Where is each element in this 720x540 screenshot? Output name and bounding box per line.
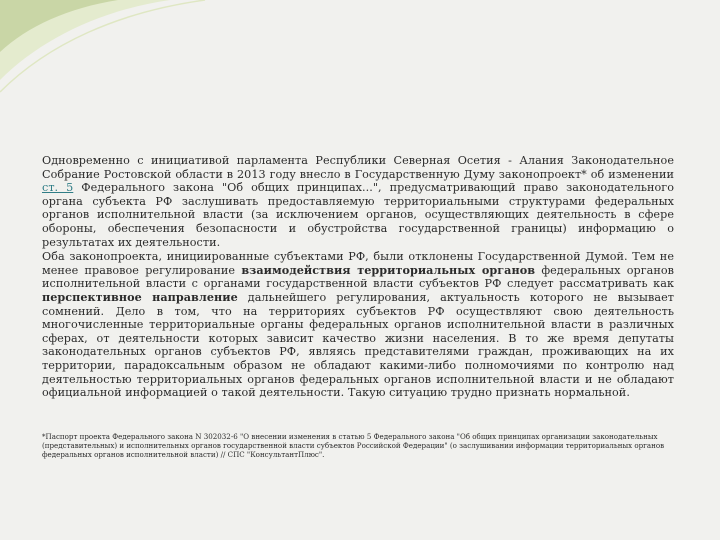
paragraph1-text-end: Федерального закона "Об общих принципах...", предусматривающий право законодательного органа субъекта РФ заслушивать предоставляемую территориальными структурами федеральных органов исполнительной власти (за исключением органов, осуществляющих деятельность в сфере обороны, обеспечения безопасности и обустройства государственной границы) информацию о результатах их деятельности.: [42, 181, 674, 249]
paragraph-regulation: [42, 250, 674, 400]
paragraph2-text-3: дальнейшего регулирования, актуальность которого не вызывает сомнений. Дело в том, что на территориях субъектов РФ осуществляют свою деятельность многочисленные территориальные органы федеральных органов исполнительной власти в различных сферах, от деятельности которых зависит качество жизни населения. В то же время депутаты законодательных органов субъектов РФ, являясь представителями граждан, проживающих на их территории, парадоксальным образом не обладают какими-либо полномочиями по контролю над деятельностью территориальных органов федеральных органов исполнительной власти и не обладают официальной информацией о такой деятельности. Такую ситуацию трудно признать нормальной.: [42, 290, 674, 400]
paragraph2-text-1: Оба законопроекта, инициированные субъектами РФ, были отклонены Государственной Думой. Тем не менее правовое регулирование: [42, 250, 674, 277]
paragraph-legislative-initiative: [42, 154, 674, 249]
bold-phrase-prospective-direction: перспективное направление: [42, 289, 238, 304]
article-5-link[interactable]: ст. 5: [42, 181, 74, 195]
slide-body: [42, 154, 674, 400]
paragraph1-text-start: Одновременно с инициативой парламента Республики Северная Осетия - Алания Законодательное Собрание Ростовской области в 2013 году внесло в Государственную Думу законопроект* об изменении: [42, 154, 674, 181]
bold-phrase-interaction: взаимодействия территориальных органов: [241, 262, 536, 277]
paragraph2-text-2: федеральных органов исполнительной власти с органами государственной власти субъектов РФ следует рассматривать как: [42, 263, 675, 291]
footnote: *Паспорт проекта Федерального закона N 302032-6 "О внесении изменения в статью 5 Федерального закона "Об общих принципах организации законодательных (представительных) и исполнительных органов государственной власти субъектов Российской Федерации" (о заслушивании информации территориальных органов федеральных органов исполнительной власти) // СПС "КонсультантПлюс".: [42, 432, 665, 459]
